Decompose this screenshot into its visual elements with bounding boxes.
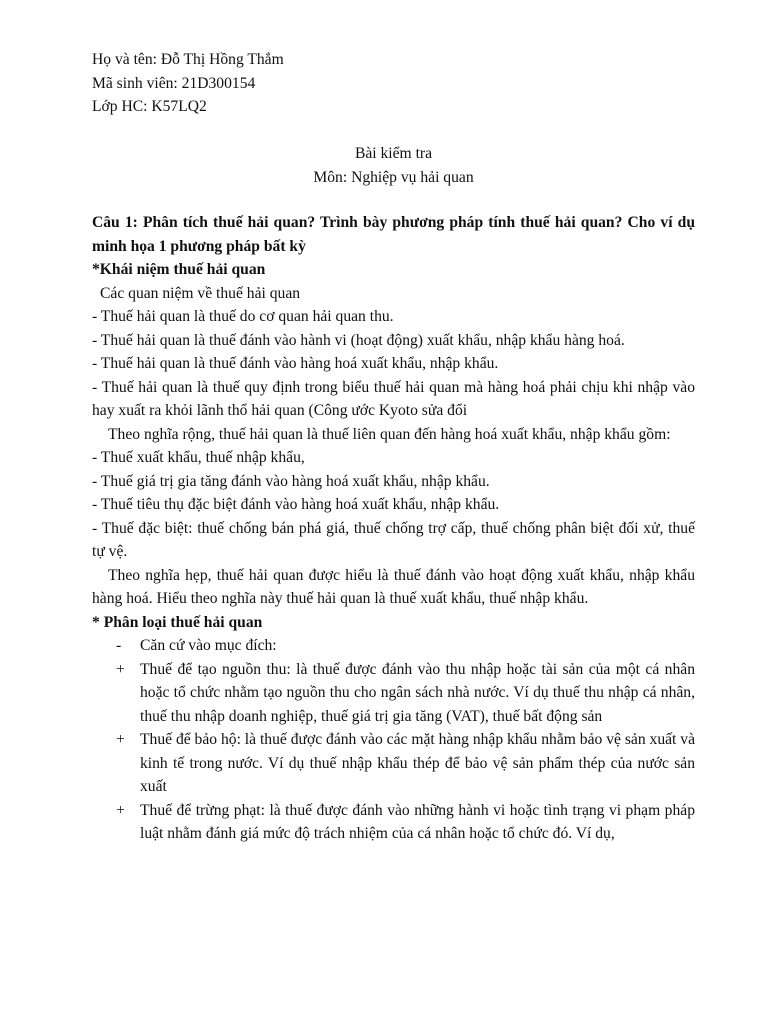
plus-marker: + (116, 801, 125, 819)
question-1: Câu 1: Phân tích thuế hải quan? Trình bày phương pháp tính thuế hải quan? Cho ví dụ minh họa 1 phương pháp bất kỳ (92, 214, 695, 255)
broad-definition: Theo nghĩa rộng, thuế hải quan là thuế liên quan đến hàng hoá xuất khẩu, nhập khẩu gồm: (108, 425, 671, 443)
broad-item: - Thuế đặc biệt: thuế chống bán phá giá, thuế chống trợ cấp, thuế chống phân biệt đối xử, thuế tự vệ. (92, 519, 695, 560)
document-title: Bài kiểm tra (354, 145, 433, 162)
plus-marker: + (116, 731, 125, 748)
narrow-definition: Theo nghĩa hẹp, thuế hải quan được hiểu là thuế đánh vào hoạt động xuất khẩu, nhập khẩu hàng hoá. Hiểu theo nghĩa này thuế hải quan là thuế xuất khẩu, thuế nhập khẩu. (92, 566, 695, 607)
classification-item-text: Thuế để bảo hộ: là thuế được đánh vào các mặt hàng nhập khẩu nhằm bảo vệ sản xuất và kinh tế trong nước. Ví dụ thuế nhập khẩu thép để bảo vệ sản phẩm thép của nước sản xuất (140, 731, 695, 795)
concept-item: - Thuế hải quan là thuế đánh vào hàng hoá xuất khẩu, nhập khẩu. (92, 355, 499, 372)
section-heading-concept: *Khái niệm thuế hải quan (92, 261, 266, 278)
classification-item (92, 658, 695, 729)
student-name: Họ và tên: Đỗ Thị Hồng Thắm (92, 51, 284, 68)
classification-item (92, 799, 695, 846)
classification-item-text: Thuế để trừng phạt: là thuế được đánh vào những hành vi hoặc tình trạng vi phạm pháp luật nhằm đánh giá mức độ trách nhiệm của cá nhân hoặc tổ chức đó. Ví dụ, (140, 801, 695, 842)
classification-basis-text: Căn cứ vào mục đích: (140, 637, 277, 654)
classification-basis (92, 634, 695, 658)
class-code: Lớp HC: K57LQ2 (92, 98, 207, 115)
broad-item: - Thuế xuất khẩu, thuế nhập khẩu, (92, 449, 305, 466)
classification-item (92, 728, 695, 799)
concept-item: - Thuế hải quan là thuế quy định trong biểu thuế hải quan mà hàng hoá phải chịu khi nhập vào hay xuất ra khỏi lãnh thổ hải quan (Công ước Kyoto sửa đổi (92, 378, 695, 419)
plus-marker: + (116, 660, 125, 678)
student-id: Mã sinh viên: 21D300154 (92, 74, 256, 92)
section-heading-classification: * Phân loại thuế hải quan (92, 613, 263, 631)
dash-marker: - (116, 637, 122, 654)
concept-intro: Các quan niệm về thuế hải quan (100, 284, 301, 302)
concept-item: - Thuế hải quan là thuế do cơ quan hải quan thu. (92, 308, 394, 325)
broad-item: - Thuế giá trị gia tăng đánh vào hàng hoá xuất khẩu, nhập khẩu. (92, 472, 490, 490)
concept-item: - Thuế hải quan là thuế đánh vào hành vi (hoạt động) xuất khẩu, nhập khẩu hàng hoá. (92, 331, 625, 349)
document-page (92, 48, 695, 846)
broad-item: - Thuế tiêu thụ đặc biệt đánh vào hàng hoá xuất khẩu, nhập khẩu. (92, 496, 500, 513)
subject-title: Môn: Nghiệp vụ hải quan (313, 168, 474, 186)
classification-item-text: Thuế để tạo nguồn thu: là thuế được đánh vào thu nhập hoặc tài sản của một cá nhân hoặc tổ chức nhằm tạo nguồn thu cho ngân sách nhà nước. Ví dụ thuế thu nhập cá nhân, thuế thu nhập doanh nghiệp, thuế giá trị gia tăng (VAT), thuế bất động sản (140, 660, 695, 725)
